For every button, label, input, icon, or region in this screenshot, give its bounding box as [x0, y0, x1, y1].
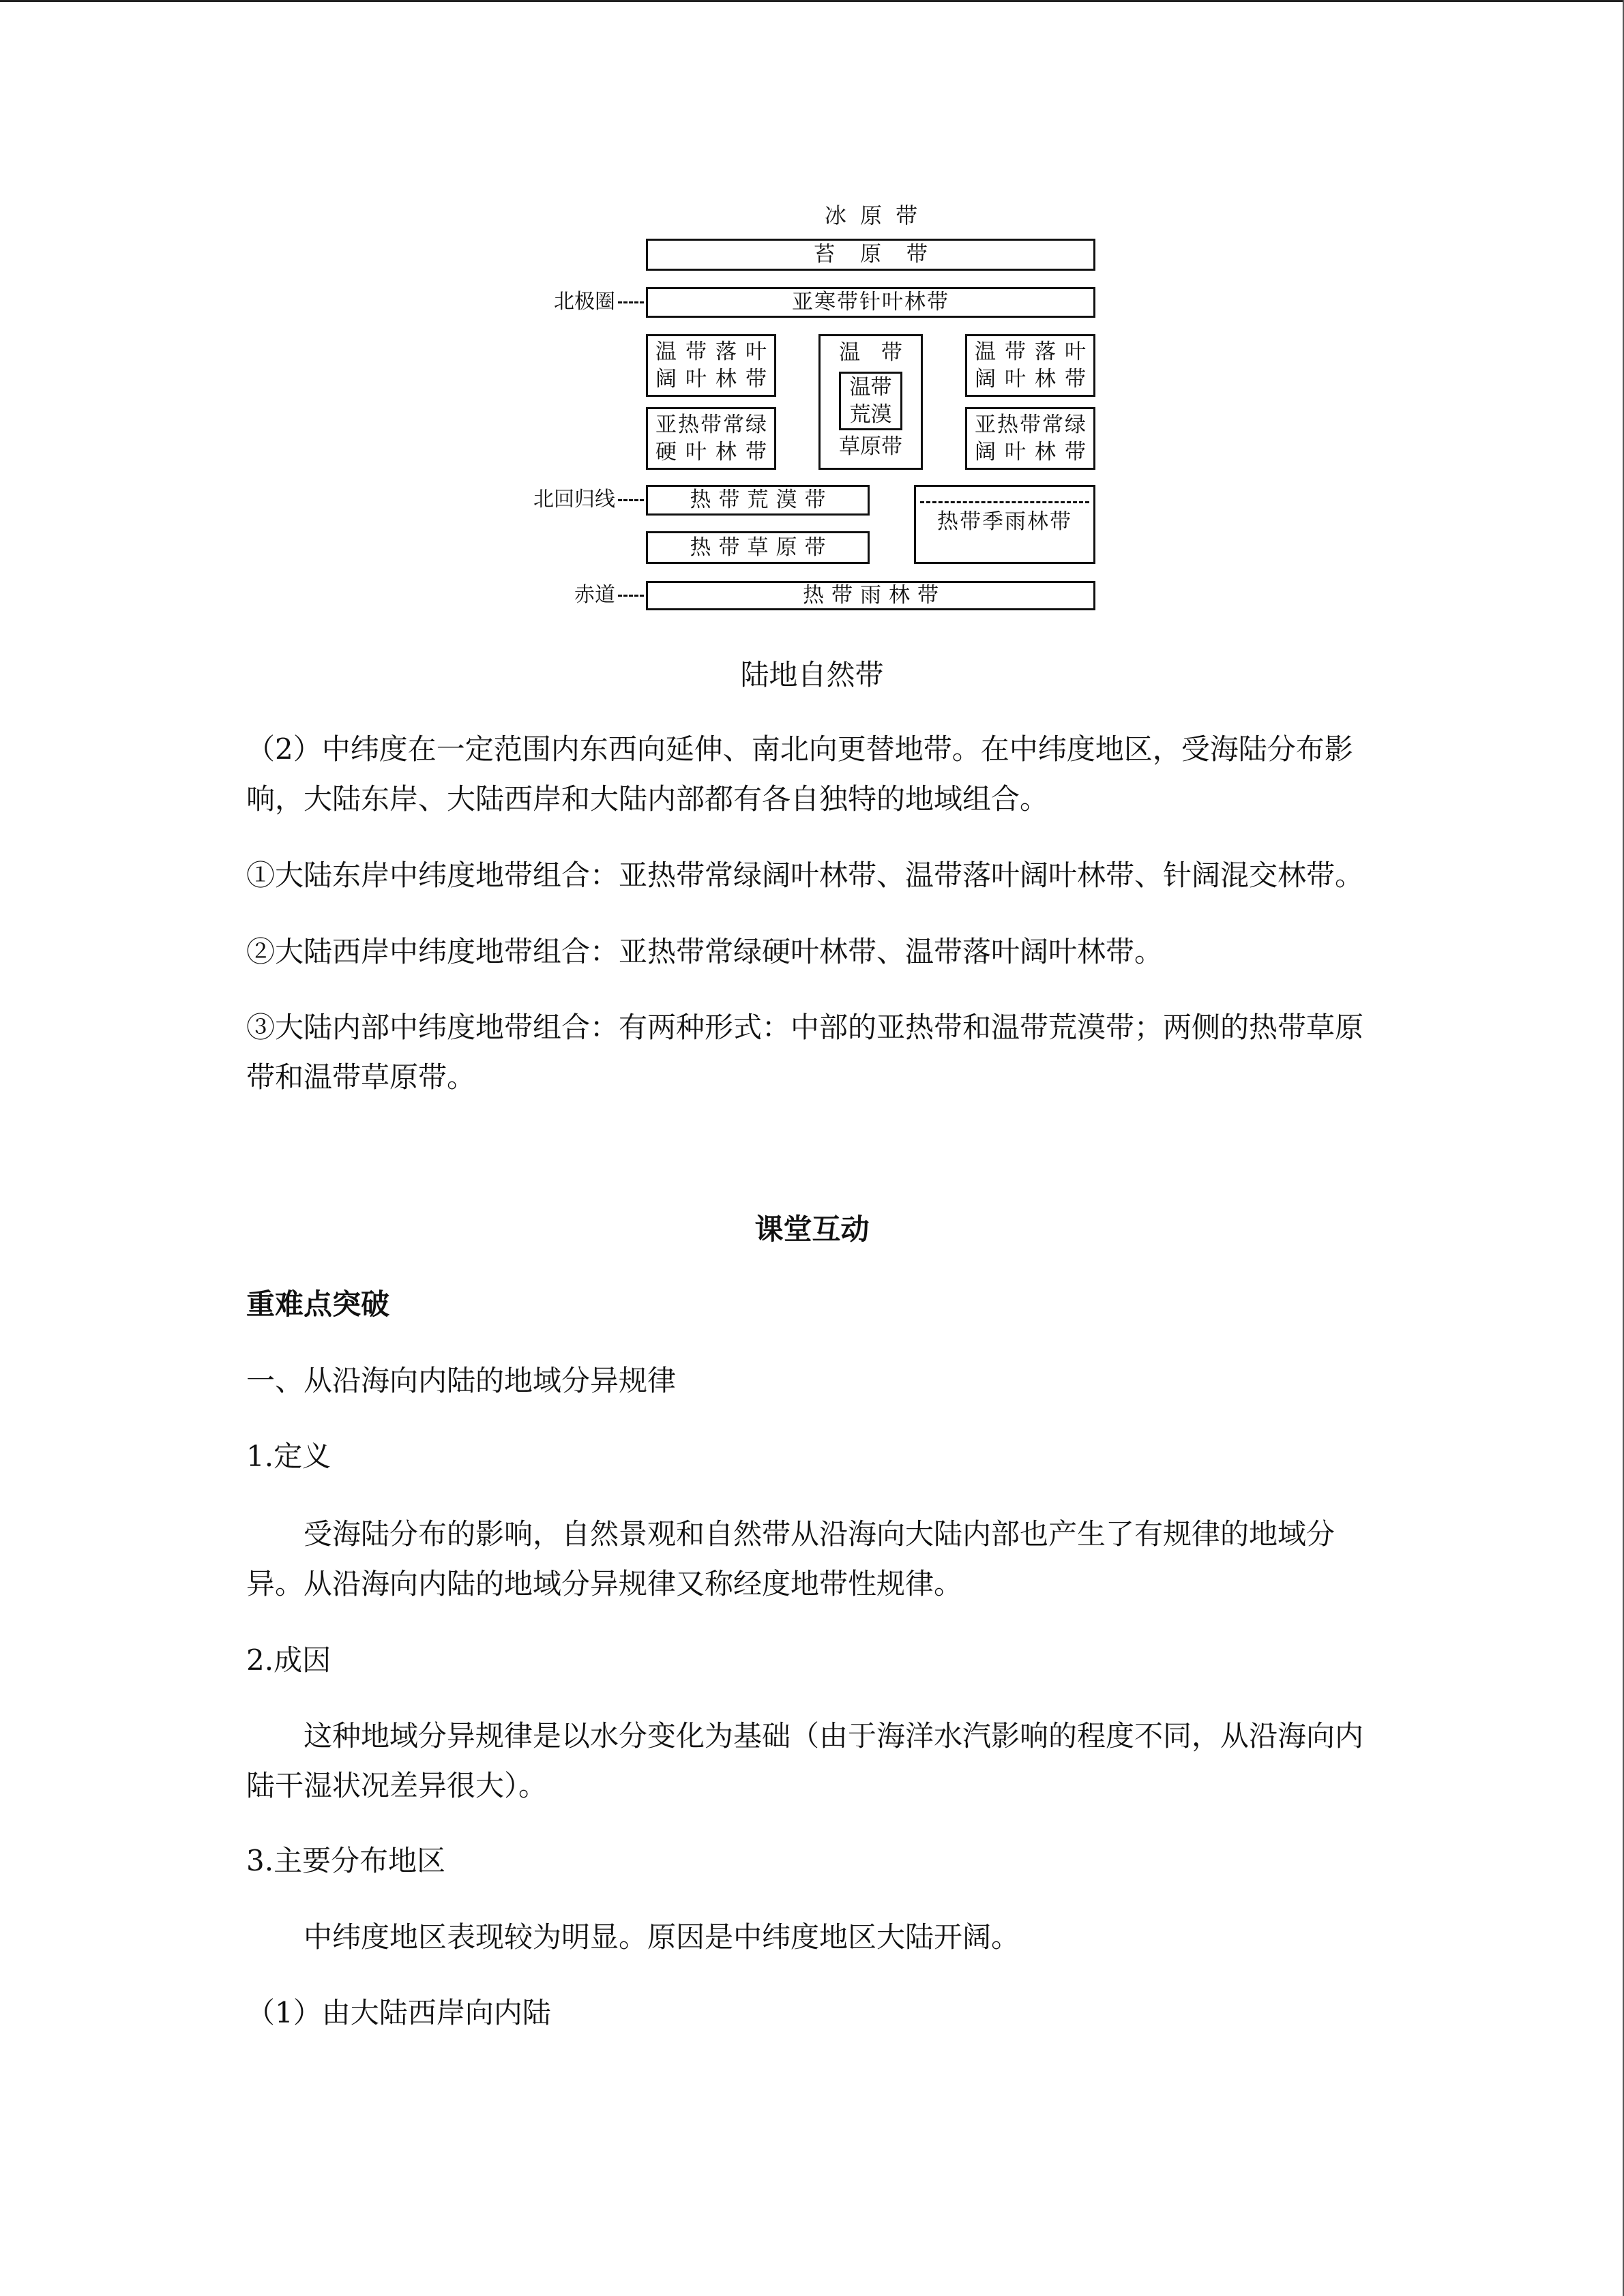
section-title: 课堂互动: [754, 1212, 870, 1246]
box-line: 荒漠: [849, 402, 892, 427]
definition-heading: 1.定义: [246, 1440, 331, 1473]
west-coast-combination: ②大陆西岸中纬度地带组合：亚热带常绿硬叶林带、温带落叶阔叶林带。: [246, 935, 1164, 968]
east-coast-combination: ①大陆东岸中纬度地带组合：亚热带常绿阔叶林带、温带落叶阔叶林带、针阔混交林带。: [246, 859, 1364, 892]
tropical-rainforest-box: 热带雨林带: [646, 581, 1095, 610]
west-subtropical-sclerophyll-box: [646, 407, 776, 470]
tundra-zone-box: 苔 原 带: [646, 239, 1095, 271]
section-subtitle: 重难点突破: [246, 1287, 390, 1321]
list-item: （1）由大陆西岸向内陆: [246, 1996, 551, 2029]
tropical-monsoon-forest-label: 热带季雨林带: [937, 509, 1072, 534]
tropical-savanna-box: 热带草原带: [646, 531, 870, 564]
box-line: 亚热带常绿: [975, 413, 1086, 437]
distribution-heading: 3.主要分布地区: [246, 1844, 446, 1877]
box-line: 阔叶林带: [975, 440, 1086, 464]
equator-dash-line: [618, 595, 644, 597]
paragraph-line: 受海陆分布的影响，自然景观和自然带从沿海向大陆内部也产生了有规律的地域分: [304, 1517, 1335, 1551]
cause-heading: 2.成因: [246, 1643, 331, 1677]
inland-temperate-label: 温 带: [839, 340, 902, 365]
paragraph-line: （2）中纬度在一定范围内东西向延伸、南北向更替地带。在中纬度地区，受海陆分布影: [246, 732, 1353, 766]
tropical-monsoon-forest-box: [914, 485, 1095, 564]
box-line: 温带落叶: [655, 340, 767, 364]
taiga-zone-box: 亚寒带针叶林带: [646, 287, 1095, 318]
box-line: 阔叶林带: [655, 367, 767, 391]
paragraph-line: 异。从沿海向内陆的地域分异规律又称经度地带性规律。: [246, 1567, 963, 1600]
tropical-desert-box: 热带荒漠带: [646, 485, 870, 516]
east-temperate-deciduous-box: [965, 334, 1095, 397]
tropic-dash-line: [618, 499, 644, 501]
page-top-border: [0, 0, 1624, 2]
west-temperate-deciduous-box: [646, 334, 776, 397]
box-line: 温带: [849, 375, 892, 400]
monsoon-dash-line: [920, 501, 1089, 503]
paragraph-line: 中纬度地区表现较为明显。原因是中纬度地区大陆开阔。: [304, 1920, 1020, 1954]
east-subtropical-evergreen-box: [965, 407, 1095, 470]
box-line: 阔叶林带: [975, 367, 1086, 391]
paragraph-line: 带和温带草原带。: [246, 1060, 476, 1094]
paragraph-line: 响，大陆东岸、大陆西岸和大陆内部都有各自独特的地域组合。: [246, 782, 1049, 816]
paragraph-line: 这种地域分异规律是以水分变化为基础（由于海洋水汽影响的程度不同，从沿海向内: [304, 1719, 1364, 1753]
paragraph-line: 陆干湿状况差异很大）。: [246, 1769, 548, 1802]
inland-temperate-box: [818, 334, 923, 470]
diagram-caption: 陆地自然带: [740, 658, 884, 691]
tropic-of-cancer-label: 北回归线: [533, 488, 615, 511]
ice-zone-label: 冰 原 带: [824, 203, 918, 228]
temperate-desert-box: [839, 372, 902, 430]
box-line: 温带落叶: [975, 340, 1086, 364]
box-line: 亚热带常绿: [655, 413, 767, 437]
topic-heading: 一、从沿海向内陆的地域分异规律: [246, 1364, 677, 1397]
arctic-circle-label: 北极圈: [554, 290, 615, 314]
box-line: 硬叶林带: [655, 440, 767, 464]
paragraph-line: ③大陆内部中纬度地带组合：有两种形式：中部的亚热带和温带荒漠带；两侧的热带草原: [246, 1011, 1364, 1044]
arctic-circle-dash-line: [618, 301, 644, 303]
temperate-grassland-label: 草原带: [839, 434, 902, 459]
equator-label: 赤道: [574, 583, 615, 607]
